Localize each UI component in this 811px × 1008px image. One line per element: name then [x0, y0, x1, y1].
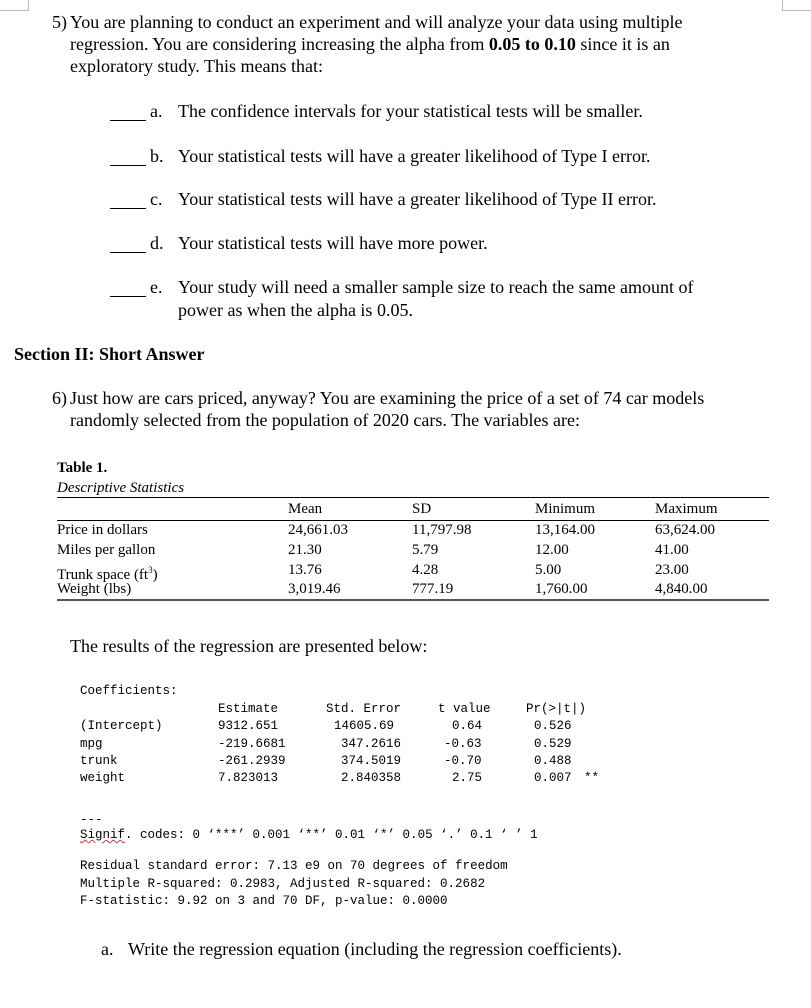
label-text: Trunk space (ft: [57, 567, 149, 583]
question-number: 6): [52, 388, 67, 408]
subquestion-letter: a.: [101, 939, 114, 959]
p-value: 0.488: [534, 754, 572, 768]
option-letter: d.: [150, 233, 164, 253]
cell: 11,797.98: [412, 522, 472, 538]
question-text: randomly selected from the population of 2020 cars. The variables are:: [70, 410, 580, 430]
question-text: Just how are cars priced, anyway? You are examining the price of a set of 74 car models: [70, 388, 705, 408]
bold-text: 0.05 to 0.10: [488, 34, 576, 54]
label-text: ): [152, 567, 158, 583]
question-number: 5): [52, 12, 67, 32]
option-letter: c.: [150, 189, 163, 209]
option-text: Your study will need a smaller sample size to reach the same amount of: [178, 277, 694, 297]
superscript: 3: [148, 565, 153, 575]
p-value: 0.007: [534, 771, 572, 785]
std-error: 14605.69: [334, 719, 395, 733]
signif-codes: [80, 827, 538, 844]
t-value: -0.63: [444, 737, 482, 751]
column-header: Std. Error: [326, 702, 402, 716]
std-error: 347.2616: [341, 737, 402, 751]
option-letter: e.: [150, 277, 163, 297]
results-intro: The results of the regression are presented below:: [70, 636, 428, 656]
p-value: 0.526: [534, 719, 572, 733]
estimate: -219.6681: [218, 737, 286, 751]
cell: 5.79: [412, 542, 439, 558]
estimate: 7.823013: [218, 771, 279, 785]
option-text: power as when the alpha is 0.05.: [178, 300, 413, 320]
cell: 1,760.00: [535, 581, 588, 597]
page-corner-mark: [782, 0, 811, 11]
answer-blank[interactable]: [110, 165, 146, 166]
table-title: Table 1.: [57, 460, 108, 476]
option-text: Your statistical tests will have more power.: [178, 233, 488, 253]
table-rule: [57, 497, 769, 498]
question-text: You are planning to conduct an experiment and will analyze your data using multiple: [70, 12, 683, 32]
table-rule: [57, 599, 769, 601]
separator: ---: [80, 813, 103, 827]
signif-codes-text: . codes: 0 ‘***’ 0.001 ‘**’ 0.01 ‘*’ 0.05 ‘.’ 0.1 ‘ ’ 1: [125, 828, 538, 842]
column-header: Pr(>|t|): [526, 702, 587, 716]
cell: 23.00: [655, 562, 689, 578]
cell: 3,019.46: [288, 581, 341, 597]
cell: 4,840.00: [655, 581, 708, 597]
term: (Intercept): [80, 719, 163, 733]
coefficients-heading: Coefficients:: [80, 684, 178, 698]
std-error: 2.840358: [341, 771, 402, 785]
text: regression. You are considering increasing the alpha from: [70, 34, 489, 54]
subquestion-text: Write the regression equation (including the regression coefficients).: [128, 939, 622, 959]
t-value: 0.64: [452, 719, 483, 733]
column-header: Mean: [288, 501, 323, 517]
column-header: t value: [438, 702, 491, 716]
t-value: 2.75: [452, 771, 483, 785]
question-text: [70, 33, 670, 55]
significance-stars: **: [584, 771, 600, 785]
r-squared: Multiple R-squared: 0.2983, Adjusted R-squared: 0.2682: [80, 877, 486, 891]
option-text: Your statistical tests will have a greater likelihood of Type I error.: [178, 146, 651, 166]
estimate: -261.2939: [218, 754, 286, 768]
term: trunk: [80, 754, 118, 768]
answer-blank[interactable]: [110, 252, 146, 253]
option-text: Your statistical tests will have a greater likelihood of Type II error.: [178, 189, 657, 209]
row-label: Weight (lbs): [57, 581, 132, 597]
column-header: Maximum: [655, 501, 718, 517]
answer-blank[interactable]: [110, 208, 146, 209]
option-letter: b.: [150, 146, 164, 166]
column-header: Estimate: [218, 702, 279, 716]
std-error: 374.5019: [341, 754, 402, 768]
column-header: SD: [412, 501, 432, 517]
answer-blank[interactable]: [110, 296, 146, 297]
cell: 13.76: [288, 562, 322, 578]
option-letter: a.: [150, 101, 163, 121]
cell: 777.19: [412, 581, 454, 597]
t-value: -0.70: [444, 754, 482, 768]
signif-label: Signif: [80, 828, 126, 842]
p-value: 0.529: [534, 737, 572, 751]
option-text: The confidence intervals for your statistical tests will be smaller.: [178, 101, 643, 121]
cell: 63,624.00: [655, 522, 715, 538]
row-label: Miles per gallon: [57, 542, 156, 558]
column-header: Minimum: [535, 501, 596, 517]
cell: 24,661.03: [288, 522, 348, 538]
table-subtitle: Descriptive Statistics: [57, 480, 185, 496]
row-label: Price in dollars: [57, 522, 148, 538]
cell: 21.30: [288, 542, 322, 558]
term: weight: [80, 771, 126, 785]
estimate: 9312.651: [218, 719, 279, 733]
cell: 41.00: [655, 542, 689, 558]
cell: 13,164.00: [535, 522, 595, 538]
section-heading: Section II: Short Answer: [14, 344, 205, 364]
cell: 4.28: [412, 562, 439, 578]
f-statistic: F-statistic: 9.92 on 3 and 70 DF, p-value: 0.0000: [80, 894, 448, 908]
text: since it is an: [575, 34, 670, 54]
residual-standard-error: Residual standard error: 7.13 e9 on 70 degrees of freedom: [80, 859, 508, 873]
answer-blank[interactable]: [110, 120, 146, 121]
question-text: exploratory study. This means that:: [70, 56, 323, 76]
cell: 5.00: [535, 562, 562, 578]
page-corner-mark: [0, 0, 29, 11]
cell: 12.00: [535, 542, 569, 558]
term: mpg: [80, 737, 103, 751]
